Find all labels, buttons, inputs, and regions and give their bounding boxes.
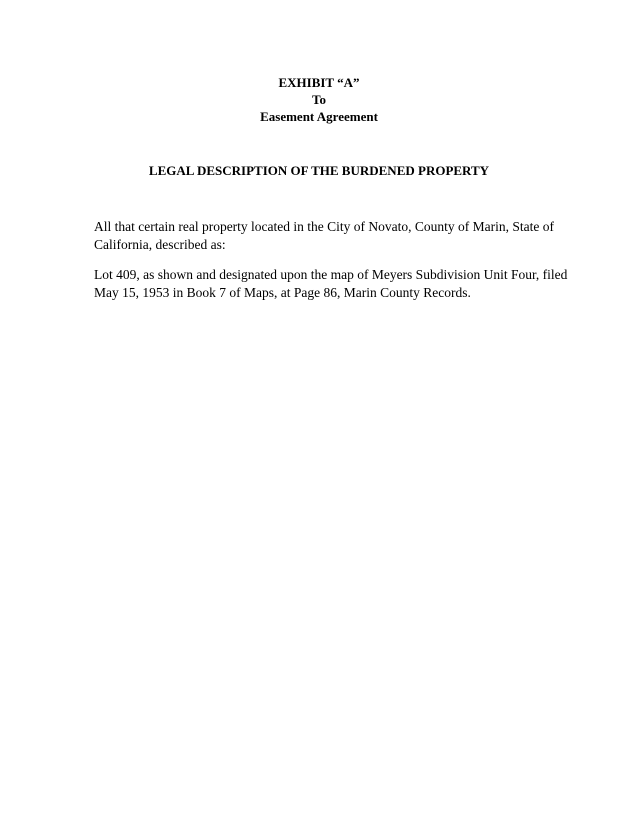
exhibit-connector: To <box>312 92 326 107</box>
property-location-paragraph <box>94 218 555 254</box>
exhibit-heading <box>0 74 638 125</box>
agreement-title: Easement Agreement <box>260 109 378 124</box>
lot-description-paragraph <box>94 266 568 302</box>
section-title: LEGAL DESCRIPTION OF THE BURDENED PROPERTY <box>148 163 490 178</box>
paragraph-line: May 15, 1953 in Book 7 of Maps, at Page 86, Marin County Records. <box>94 285 471 300</box>
paragraph-line: Lot 409, as shown and designated upon the map of Meyers Subdivision Unit Four, filed <box>94 267 568 282</box>
paragraph-line: All that certain real property located in the City of Novato, County of Marin, State of <box>94 219 555 234</box>
exhibit-title: EXHIBIT “A” <box>278 75 360 90</box>
paragraph-line: California, described as: <box>94 237 226 252</box>
